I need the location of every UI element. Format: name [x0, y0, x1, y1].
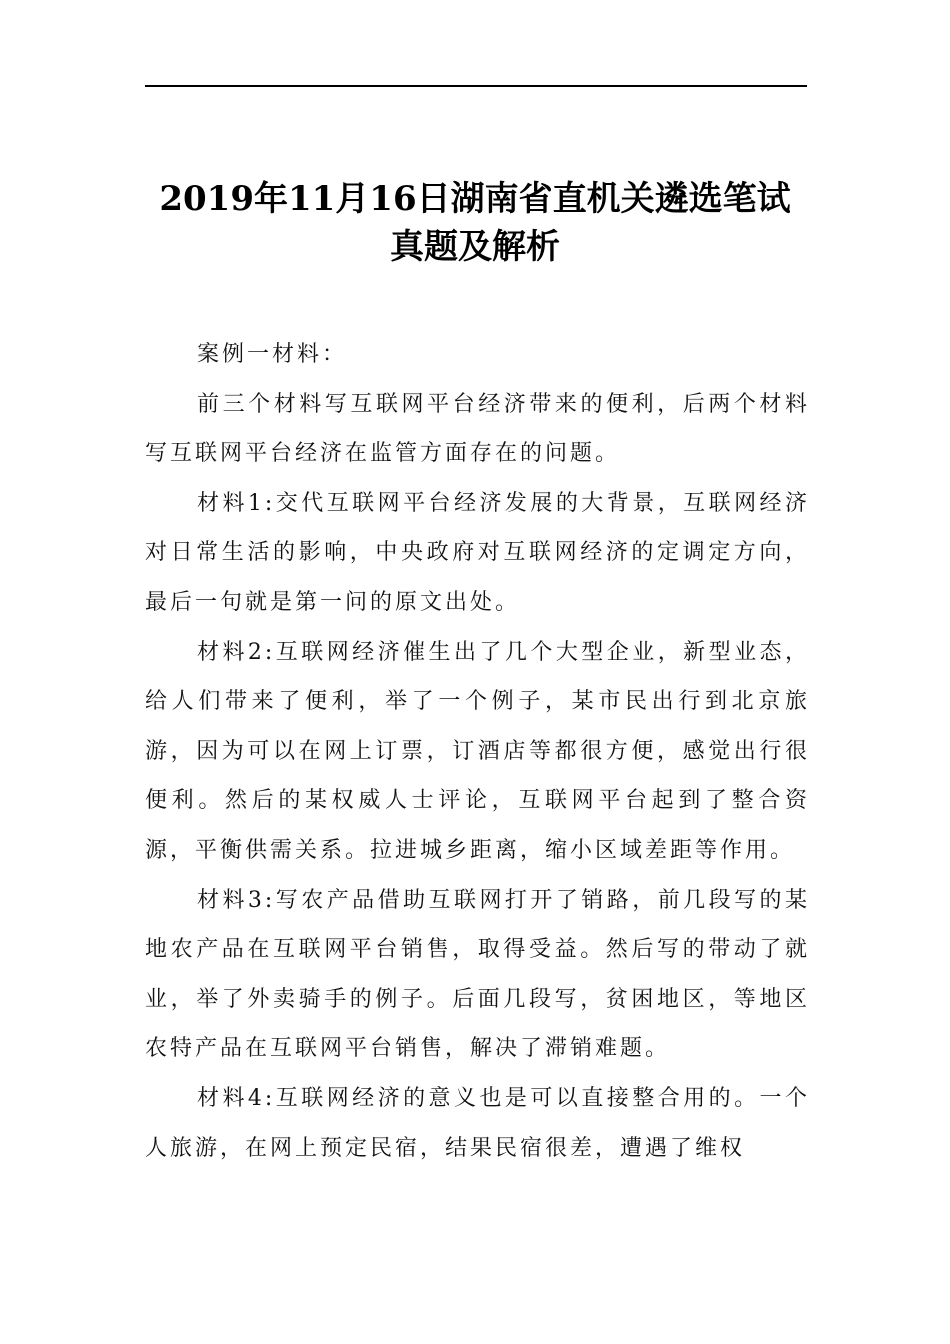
- paragraph-material-2: 材料2:互联网经济催生出了几个大型企业，新型业态，给人们带来了便利，举了一个例子，某市民出行到北京旅游，因为可以在网上订票，订酒店等都很方便，感觉出行很便利。然后的某权威人士评论，互联网平台起到了整合资源，平衡供需关系。拉进城乡距离，缩小区域差距等作用。: [145, 639, 810, 863]
- paragraph-overview: 前三个材料写互联网平台经济带来的便利，后两个材料写互联网平台经济在监管方面存在的问题。: [145, 391, 810, 467]
- paragraph-material-3: 材料3:写农产品借助互联网打开了销路，前几段写的某地农产品在互联网平台销售，取得受益。然后写的带动了就业，举了外卖骑手的例子。后面几段写，贫困地区，等地区农特产品在互联网平台销售，解决了滞销难题。: [145, 887, 810, 1062]
- document-title: [120, 175, 830, 271]
- title-line-1: 2019年11月16日湖南省直机关遴选笔试: [159, 179, 791, 219]
- paragraph-case-heading: 案例一材料：: [197, 342, 348, 367]
- header-rule: [145, 85, 807, 87]
- document-body: [145, 330, 810, 1173]
- title-line-2: 真题及解析: [390, 227, 560, 267]
- paragraph-material-4: 材料4:互联网经济的意义也是可以直接整合用的。一个人旅游，在网上预定民宿，结果民宿很差，遭遇了维权: [145, 1085, 810, 1161]
- paragraph-material-1: 材料1:交代互联网平台经济发展的大背景，互联网经济对日常生活的影响，中央政府对互联网经济的定调定方向，最后一句就是第一问的原文出处。: [145, 490, 810, 615]
